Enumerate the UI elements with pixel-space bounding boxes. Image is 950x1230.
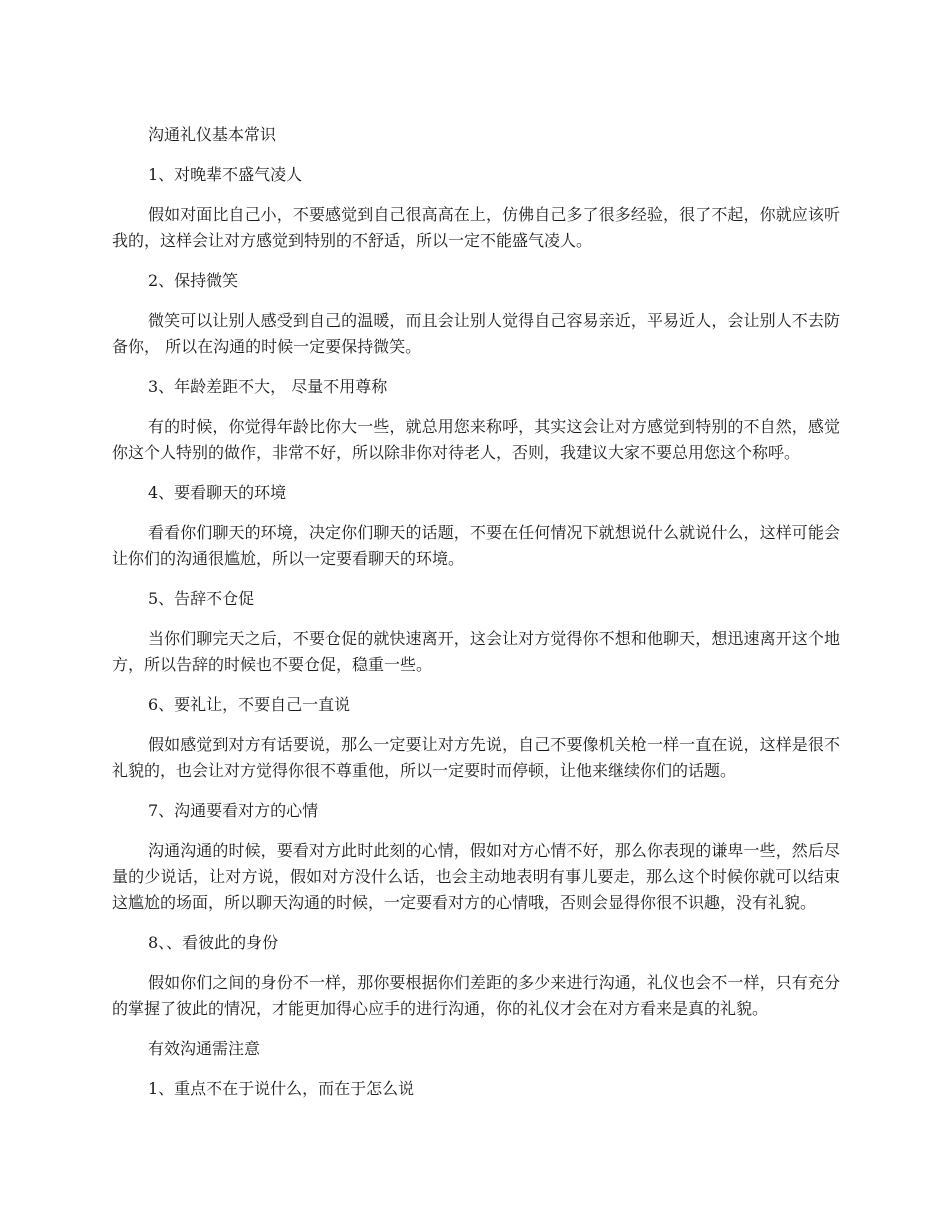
section-heading-1: 1、对晚辈不盛气凌人 bbox=[148, 165, 303, 184]
section-heading-7: 7、沟通要看对方的心情 bbox=[148, 801, 319, 820]
section-heading-2: 2、保持微笑 bbox=[148, 271, 239, 290]
section-paragraph-1: 假如对面比自己小，不要感觉到自己很高高在上，仿佛自己多了很多经验，很了不起，你就应该听我的，这样会让对方感觉到特别的不舒适，所以一定不能盛气凌人。 bbox=[112, 205, 840, 250]
document-title: 沟通礼仪基本常识 bbox=[148, 125, 277, 144]
section-heading-5: 5、告辞不仓促 bbox=[148, 589, 255, 608]
section-paragraph-8: 假如你们之间的身份不一样，那你要根据你们差距的多少来进行沟通，礼仪也会不一样，只有充分的掌握了彼此的情况，才能更加得心应手的进行沟通，你的礼仪才会在对方看来是真的礼貌。 bbox=[112, 973, 840, 1018]
section-heading-8: 8、、看彼此的身份 bbox=[148, 933, 279, 952]
document-page bbox=[112, 122, 840, 1116]
section-paragraph-5: 当你们聊完天之后，不要仓促的就快速离开，这会让对方觉得你不想和他聊天，想迅速离开这个地方，所以告辞的时候也不要仓促，稳重一些。 bbox=[112, 629, 840, 674]
section-heading-3: 3、年龄差距不大， 尽量不用尊称 bbox=[148, 377, 388, 396]
section-heading-6: 6、要礼让，不要自己一直说 bbox=[148, 695, 351, 714]
section-paragraph-7: 沟通沟通的时候，要看对方此时此刻的心情，假如对方心情不好，那么你表现的谦卑一些，然后尽量的少说话，让对方说，假如对方没什么话，也会主动地表明有事儿要走，那么这个时候你就可以结束这尴尬的场面，所以聊天沟通的时候，一定要看对方的心情哦，否则会显得你很不识趣，没有礼貌。 bbox=[112, 841, 840, 912]
section-heading-4: 4、要看聊天的环境 bbox=[148, 483, 287, 502]
subtitle-effective-communication: 有效沟通需注意 bbox=[148, 1039, 261, 1058]
section-paragraph-2: 微笑可以让别人感受到自己的温暖，而且会让别人觉得自己容易亲近，平易近人，会让别人不去防备你， 所以在沟通的时候一定要保持微笑。 bbox=[112, 311, 840, 356]
section-heading-9: 1、重点不在于说什么，而在于怎么说 bbox=[148, 1079, 415, 1098]
section-paragraph-3: 有的时候，你觉得年龄比你大一些，就总用您来称呼，其实这会让对方感觉到特别的不自然，感觉你这个人特别的做作，非常不好，所以除非你对待老人，否则，我建议大家不要总用您这个称呼。 bbox=[112, 417, 840, 462]
section-paragraph-4: 看看你们聊天的环境，决定你们聊天的话题，不要在任何情况下就想说什么就说什么，这样可能会让你们的沟通很尴尬，所以一定要看聊天的环境。 bbox=[112, 523, 840, 568]
section-paragraph-6: 假如感觉到对方有话要说，那么一定要让对方先说，自己不要像机关枪一样一直在说，这样是很不礼貌的，也会让对方觉得你很不尊重他，所以一定要时而停顿，让他来继续你们的话题。 bbox=[112, 735, 840, 780]
